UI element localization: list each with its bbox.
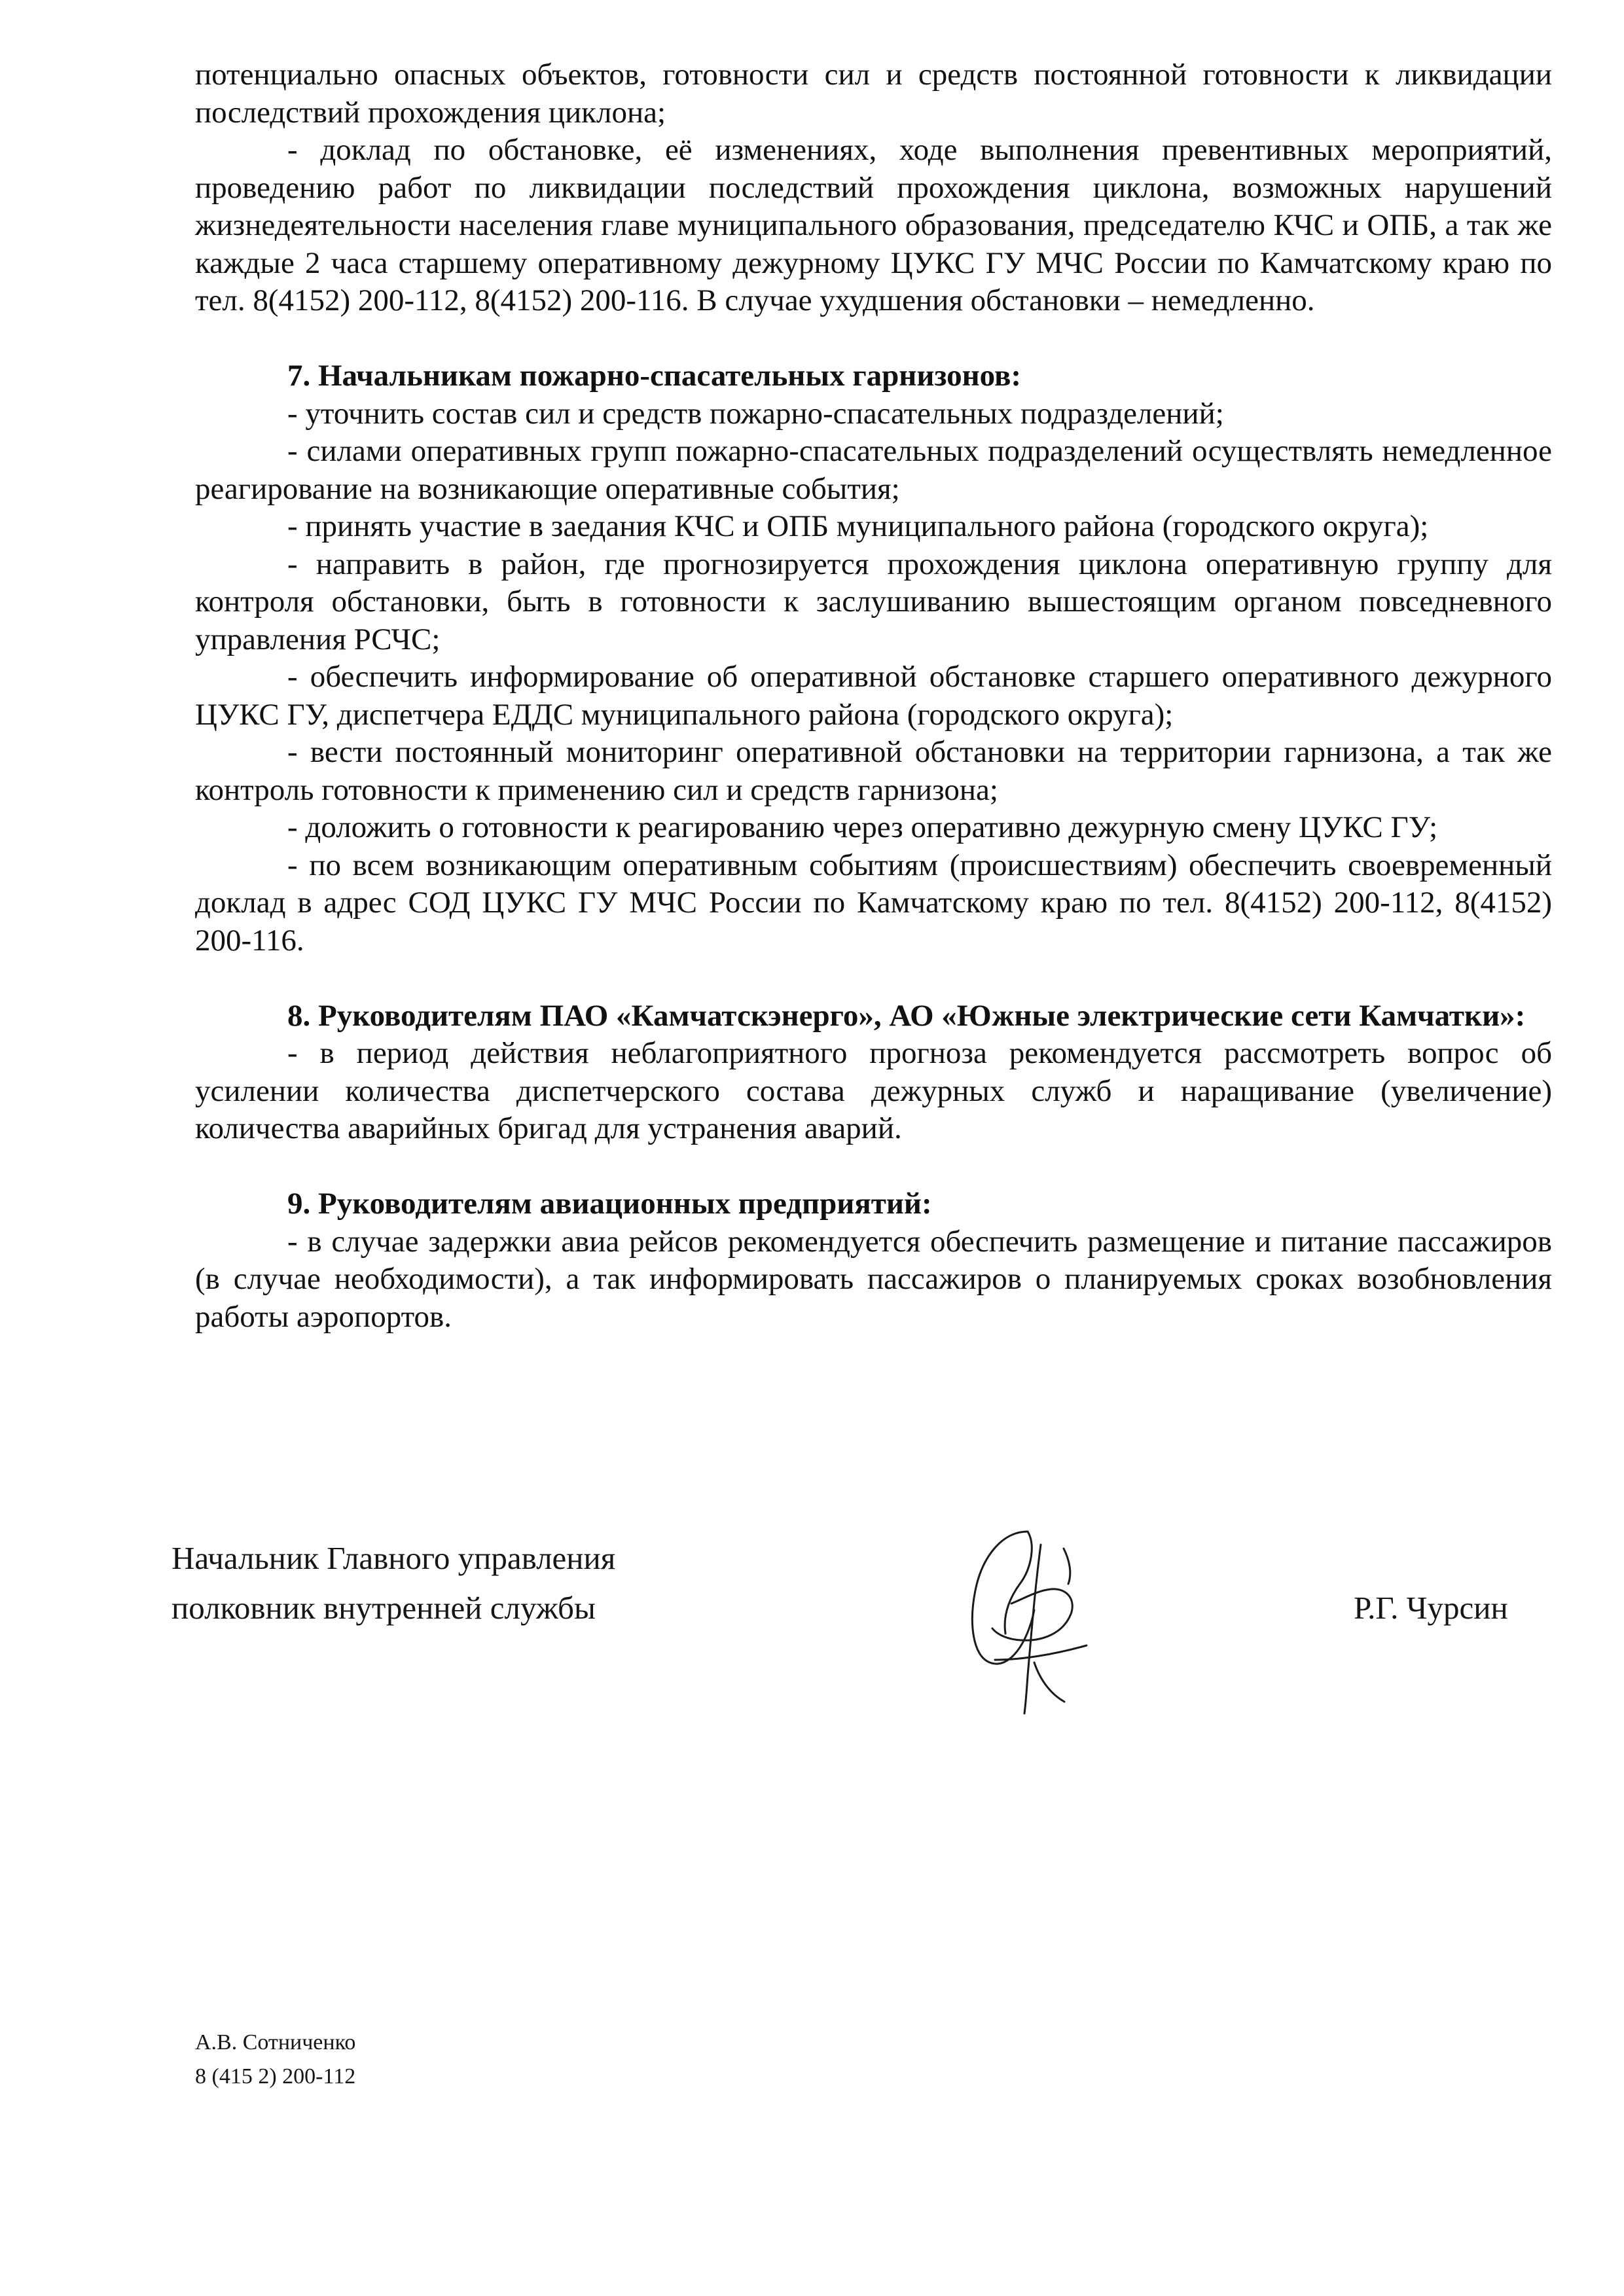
list-item: - в случае задержки авиа рейсов рекомендуется обеспечить размещение и питание пассажиров (в случае необходимости), а так информировать пассажиров о планируемых сроках возобновления работы аэропортов. bbox=[195, 1224, 1552, 1334]
list-item: - вести постоянный мониторинг оперативной обстановки на территории гарнизона, а так же контроль готовности к применению сил и средств гарнизона; bbox=[195, 735, 1552, 807]
list-item: - направить в район, где прогнозируется прохождения циклона оперативную группу для контроля обстановки, быть в готовности к заслушиванию вышестоящим органом повседневного управления РСЧС; bbox=[195, 547, 1552, 656]
signatory-position bbox=[171, 1534, 615, 1633]
section-heading-7: 7. Начальникам пожарно-спасательных гарнизонов: bbox=[287, 359, 1022, 393]
section-heading-9: 9. Руководителям авиационных предприятий: bbox=[287, 1187, 932, 1221]
section-heading-8: 8. Руководителям ПАО «Камчатскэнерго», АО «Южные электрические сети Камчатки»: bbox=[287, 998, 1526, 1033]
paragraph-report: - доклад по обстановке, её изменениях, ходе выполнения превентивных мероприятий, проведению работ по ликвидации последствий прохождения циклона, возможных нарушений жизнедеятельности населения главе муниципального образования, председателю КЧС и ОПБ, а так же каждые 2 часа старшему оперативному дежурному ЦУКС ГУ МЧС России по Камчатскому краю по тел. 8(4152) 200-112, 8(4152) 200-116. В случае ухудшения обстановки – немедленно. bbox=[195, 133, 1552, 317]
signatory-name: Р.Г. Чурсин bbox=[1354, 1590, 1508, 1626]
list-item: - силами оперативных групп пожарно-спасательных подразделений осуществлять немедленное реагирование на возникающие оперативные события; bbox=[195, 434, 1552, 506]
list-item: - доложить о готовности к реагированию через оперативно дежурную смену ЦУКС ГУ; bbox=[287, 810, 1438, 844]
executor-phone: 8 (415 2) 200-112 bbox=[195, 2064, 356, 2089]
position-line-2: полковник внутренней службы bbox=[171, 1590, 596, 1626]
handwritten-signature bbox=[929, 1505, 1126, 1721]
paragraph-continuation: потенциально опасных объектов, готовности сил и средств постоянной готовности к ликвидации последствий прохождения циклона; bbox=[195, 58, 1552, 130]
list-item: - обеспечить информирование об оперативной обстановке старшего оперативного дежурного ЦУКС ГУ, диспетчера ЕДДС муниципального района (городского округа); bbox=[195, 660, 1552, 732]
document-body bbox=[195, 56, 1552, 1336]
position-line-1: Начальник Главного управления bbox=[171, 1540, 616, 1576]
executor-name: А.В. Сотниченко bbox=[195, 2030, 356, 2054]
executor-info bbox=[195, 2026, 355, 2094]
list-item: - принять участие в заедания КЧС и ОПБ муниципального района (городского округа); bbox=[287, 509, 1429, 543]
list-item: - уточнить состав сил и средств пожарно-спасательных подразделений; bbox=[287, 396, 1224, 431]
list-item: - в период действия неблагоприятного прогноза рекомендуется рассмотреть вопрос об усилении количества диспетчерского состава дежурных служб и наращивание (увеличение) количества аварийных бригад для устранения аварий. bbox=[195, 1036, 1552, 1145]
list-item: - по всем возникающим оперативным событиям (происшествиям) обеспечить своевременный доклад в адрес СОД ЦУКС ГУ МЧС России по Камчатскому краю по тел. 8(4152) 200-112, 8(4152) 200-116. bbox=[195, 848, 1552, 958]
